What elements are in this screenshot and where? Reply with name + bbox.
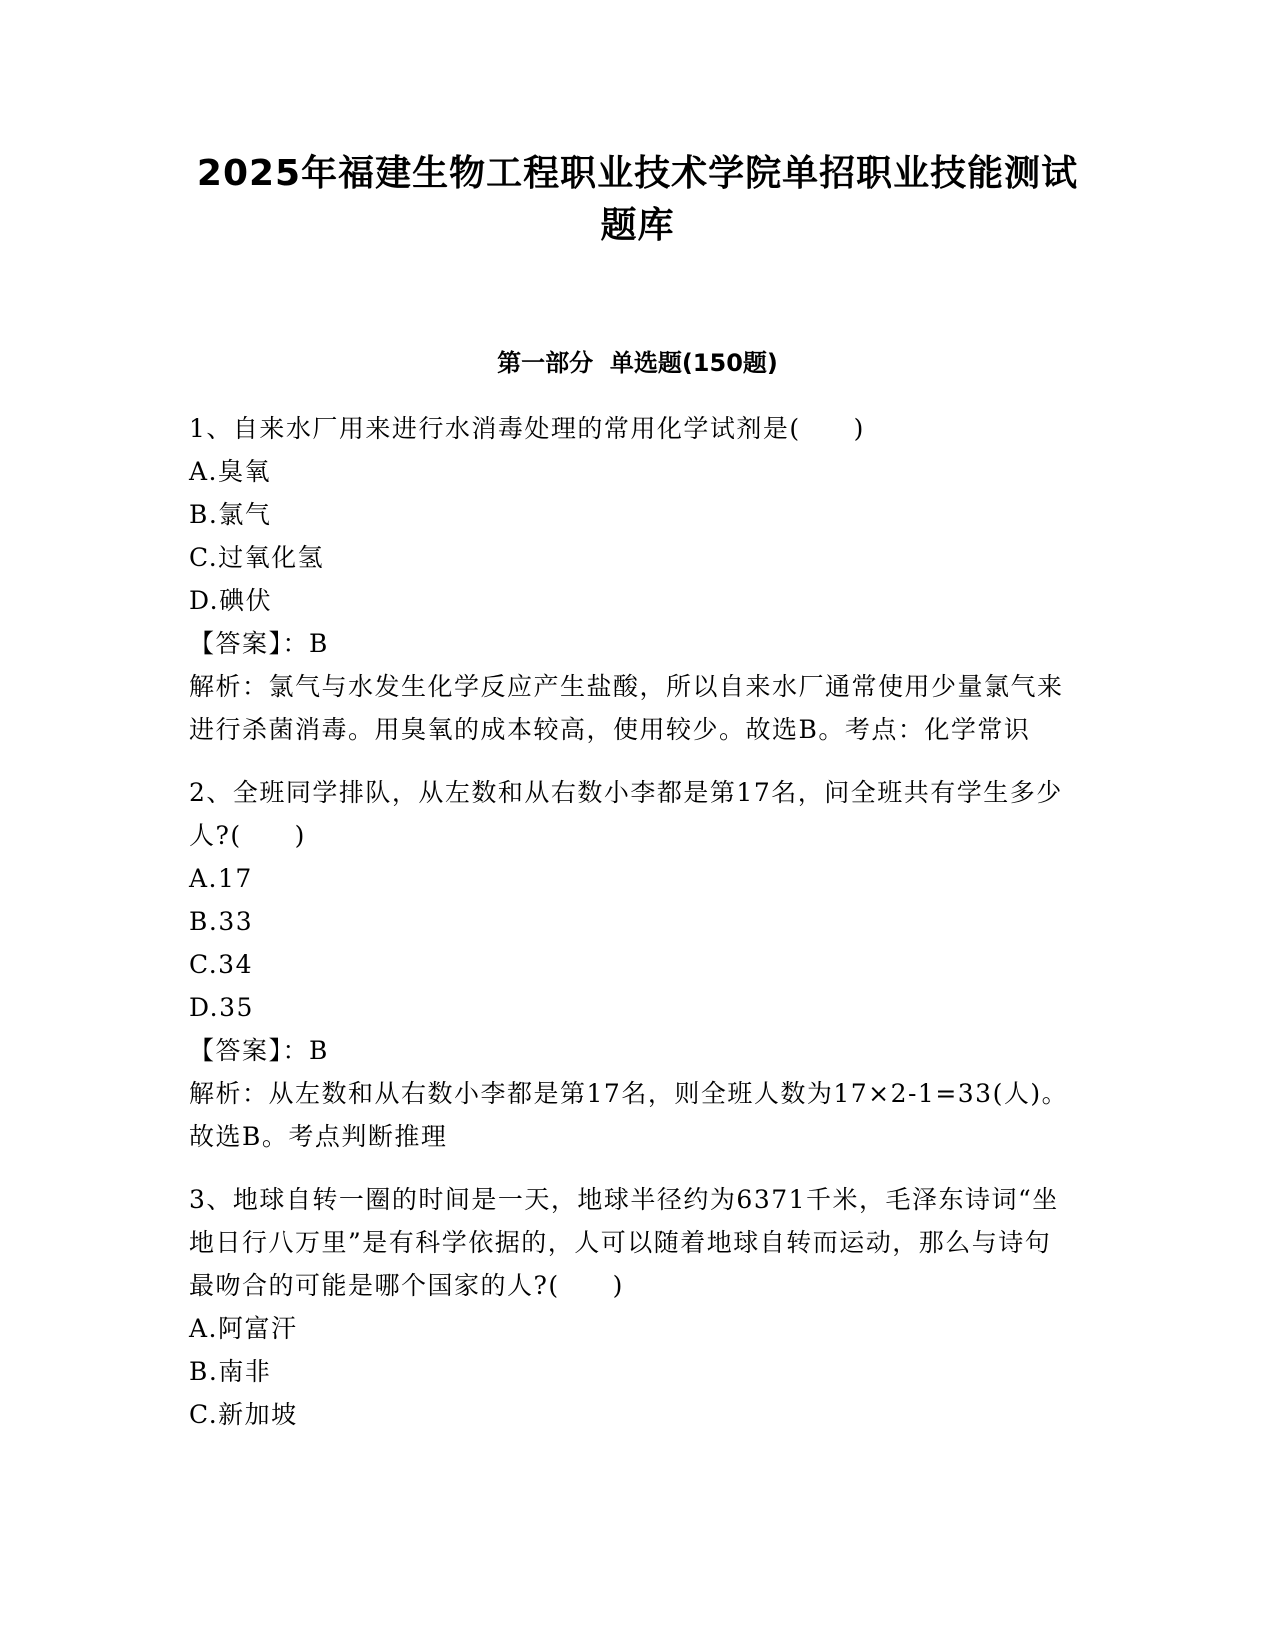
option-d: D.35 [189, 993, 254, 1022]
option-a: A.臭氧 [189, 457, 272, 486]
question-2 [189, 771, 1069, 1158]
option-b: B.33 [189, 907, 254, 936]
option-c: C.新加坡 [189, 1400, 298, 1429]
option-a: A.阿富汗 [189, 1314, 298, 1343]
question-list [189, 407, 1069, 1456]
option-b: B.氯气 [189, 500, 272, 529]
option-d: D.碘伏 [189, 586, 273, 615]
option-a: A.17 [189, 864, 253, 893]
question-text: 1、自来水厂用来进行水消毒处理的常用化学试剂是( ) [189, 414, 865, 443]
answer-value: B [309, 629, 329, 658]
document-title: 2025年福建生物工程职业技术学院单招职业技能测试题库 [196, 153, 1079, 246]
answer-value: B [309, 1036, 329, 1065]
question-text: 3、地球自转一圈的时间是一天，地球半径约为6371千米，毛泽东诗词“坐地日行八万里”是有科学依据的，人可以随着地球自转而运动，那么与诗句最吻合的可能是哪个国家的人?( ) [189, 1185, 1059, 1300]
answer-label: 【答案】： [189, 1036, 310, 1065]
question-3 [189, 1178, 1069, 1436]
answer-label: 【答案】： [189, 629, 310, 658]
answer-line [189, 622, 1069, 665]
answer-line [189, 1029, 1069, 1072]
explanation: 解析：氯气与水发生化学反应产生盐酸，所以自来水厂通常使用少量氯气来进行杀菌消毒。用臭氧的成本较高，使用较少。故选B。考点：化学常识 [189, 672, 1064, 744]
option-c: C.过氧化氢 [189, 543, 325, 572]
question-text: 2、全班同学排队，从左数和从右数小李都是第17名，问全班共有学生多少人?( ) [189, 778, 1063, 850]
option-b: B.南非 [189, 1357, 272, 1386]
option-c: C.34 [189, 950, 253, 979]
section-heading: 第一部分 单选题(150题) [497, 349, 778, 377]
explanation: 解析：从左数和从右数小李都是第17名，则全班人数为17×2-1=33(人)。故选B。考点判断推理 [189, 1079, 1069, 1151]
question-1 [189, 407, 1069, 751]
